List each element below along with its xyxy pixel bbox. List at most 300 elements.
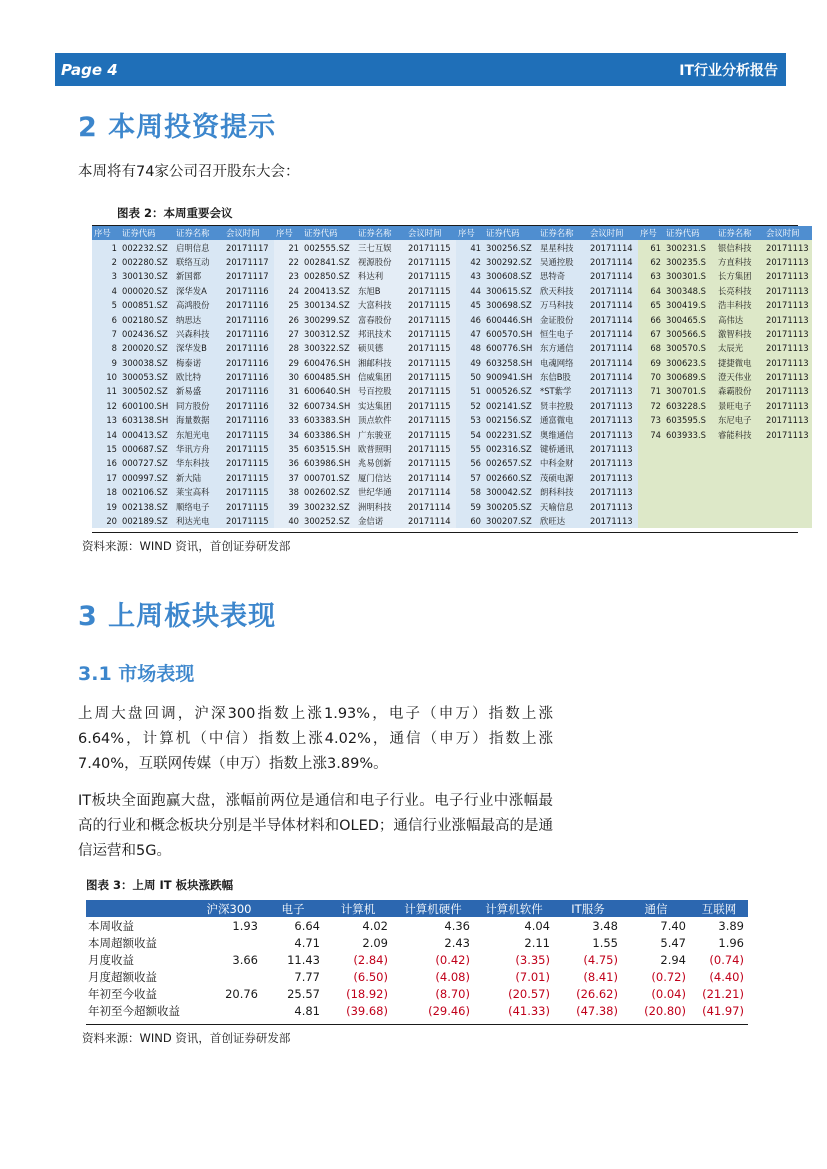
- security-code: 000727.SZ: [120, 456, 174, 470]
- security-code: 300701.S: [664, 384, 716, 398]
- security-code: 300256.SZ: [484, 240, 538, 254]
- meeting-index: 51: [456, 384, 484, 398]
- meeting-index: 22: [274, 255, 302, 269]
- security-name: 三七互娱: [356, 240, 406, 254]
- value-cell: 2.11: [524, 935, 550, 950]
- security-code: 300322.SZ: [302, 341, 356, 355]
- security-name: 键桥通讯: [538, 442, 588, 456]
- meeting-date: 20171113: [588, 384, 638, 398]
- security-name: 欧比特: [174, 370, 224, 384]
- security-name: 欧普照明: [356, 442, 406, 456]
- security-name: 浩丰科技: [716, 298, 764, 312]
- meeting-index: 73: [638, 413, 664, 427]
- security-code: 300134.SZ: [302, 298, 356, 312]
- value-cell: (29.46): [428, 1003, 470, 1018]
- meeting-date: 20171113: [588, 442, 638, 456]
- empty-cell: [764, 485, 812, 499]
- meeting-index: 48: [456, 341, 484, 355]
- table-row: [86, 951, 748, 968]
- security-code: 002280.SZ: [120, 255, 174, 269]
- meeting-col-header: 序号: [274, 226, 302, 240]
- table-row: [86, 968, 748, 985]
- sector-col-header: 计算机软件: [474, 900, 554, 917]
- meeting-index: 52: [456, 399, 484, 413]
- meeting-index: 19: [92, 499, 120, 513]
- security-code: 002231.SZ: [484, 427, 538, 441]
- security-code: 000997.SZ: [120, 471, 174, 485]
- value-cell: 4.36: [444, 918, 470, 933]
- value-cell: (41.97): [702, 1003, 744, 1018]
- value-cell: 7.77: [294, 969, 320, 984]
- security-name: 欣旺达: [538, 514, 588, 528]
- meeting-index: 11: [92, 384, 120, 398]
- security-name: 梅泰诺: [174, 356, 224, 370]
- meeting-index: 49: [456, 356, 484, 370]
- table-bottom-rule: [92, 532, 798, 533]
- security-name: 利达光电: [174, 514, 224, 528]
- security-code: 300698.SZ: [484, 298, 538, 312]
- security-code: 002850.SZ: [302, 269, 356, 283]
- value-cell: (4.75): [583, 952, 618, 967]
- value-cell: 3.48: [592, 918, 618, 933]
- table-row: [86, 917, 748, 934]
- meeting-col-header: 证券代码: [664, 226, 716, 240]
- security-code: 300299.SZ: [302, 312, 356, 326]
- value-cell: (0.74): [709, 952, 744, 967]
- empty-cell: [664, 485, 716, 499]
- security-code: 300042.SZ: [484, 485, 538, 499]
- sector-col-header: 互联网: [690, 900, 748, 917]
- meeting-date: 20171115: [406, 298, 456, 312]
- table-row: [92, 327, 812, 341]
- meeting-date: 20171114: [406, 514, 456, 528]
- meeting-index: 66: [638, 312, 664, 326]
- security-code: 002602.SZ: [302, 485, 356, 499]
- meeting-date: 20171114: [588, 370, 638, 384]
- meeting-date: 20171115: [406, 341, 456, 355]
- meeting-table: [92, 226, 812, 528]
- meeting-index: 55: [456, 442, 484, 456]
- meeting-index: 8: [92, 341, 120, 355]
- meeting-index: 27: [274, 327, 302, 341]
- sector-col-header: 沪深300: [196, 900, 262, 917]
- meeting-date: 20171114: [406, 471, 456, 485]
- empty-cell: [664, 499, 716, 513]
- security-code: 600485.SH: [302, 370, 356, 384]
- meeting-date: 20171113: [764, 341, 812, 355]
- value-cell: 11.43: [287, 952, 320, 967]
- empty-cell: [716, 442, 764, 456]
- security-code: 603258.SH: [484, 356, 538, 370]
- table-row: [92, 456, 812, 470]
- meeting-index: 61: [638, 240, 664, 254]
- meeting-date: 20171113: [764, 255, 812, 269]
- security-code: 300566.S: [664, 327, 716, 341]
- security-code: 002232.SZ: [120, 240, 174, 254]
- security-code: 600640.SH: [302, 384, 356, 398]
- meeting-col-header: 会议时间: [764, 226, 812, 240]
- table-row: [92, 399, 812, 413]
- security-name: 世纪华通: [356, 485, 406, 499]
- meeting-index: 54: [456, 427, 484, 441]
- table-row: [92, 255, 812, 269]
- security-code: 603386.SH: [302, 427, 356, 441]
- meeting-date: 20171113: [588, 485, 638, 499]
- meeting-index: 67: [638, 327, 664, 341]
- security-name: *ST紫学: [538, 384, 588, 398]
- meeting-date: 20171116: [224, 327, 274, 341]
- security-name: 同方股份: [174, 399, 224, 413]
- value-cell: 25.57: [287, 986, 320, 1001]
- value-cell: 2.43: [444, 935, 470, 950]
- meeting-date: 20171113: [764, 384, 812, 398]
- empty-cell: [664, 514, 716, 528]
- meeting-date: 20171114: [588, 255, 638, 269]
- security-code: 300570.S: [664, 341, 716, 355]
- meeting-index: 37: [274, 471, 302, 485]
- table-row: [92, 413, 812, 427]
- meeting-date: 20171113: [588, 499, 638, 513]
- meeting-index: 71: [638, 384, 664, 398]
- security-name: 联络互动: [174, 255, 224, 269]
- meeting-index: 59: [456, 499, 484, 513]
- security-name: 视源股份: [356, 255, 406, 269]
- value-cell: (0.04): [651, 986, 686, 1001]
- security-name: 中科金财: [538, 456, 588, 470]
- security-code: 200413.SZ: [302, 284, 356, 298]
- value-cell: 2.94: [660, 952, 686, 967]
- meeting-date: 20171115: [406, 312, 456, 326]
- security-name: 景旺电子: [716, 399, 764, 413]
- security-code: 002660.SZ: [484, 471, 538, 485]
- security-code: 300038.SZ: [120, 356, 174, 370]
- meeting-date: 20171113: [588, 514, 638, 528]
- security-code: 000020.SZ: [120, 284, 174, 298]
- meeting-date: 20171113: [764, 284, 812, 298]
- value-cell: (39.68): [346, 1003, 388, 1018]
- security-code: 300615.SZ: [484, 284, 538, 298]
- value-cell: [196, 934, 262, 951]
- meeting-date: 20171113: [764, 370, 812, 384]
- table-row: [92, 284, 812, 298]
- security-name: 东旭B: [356, 284, 406, 298]
- table-row: [92, 312, 812, 326]
- value-cell: (0.72): [651, 969, 686, 984]
- meeting-date: 20171116: [224, 312, 274, 326]
- meeting-index: 47: [456, 327, 484, 341]
- security-name: 通富微电: [538, 413, 588, 427]
- security-code: 300205.SZ: [484, 499, 538, 513]
- empty-cell: [764, 442, 812, 456]
- row-label: 本周超额收益: [88, 935, 157, 950]
- empty-cell: [638, 485, 664, 499]
- empty-cell: [716, 499, 764, 513]
- sector-col-header: [86, 900, 196, 917]
- security-name: 新大陆: [174, 471, 224, 485]
- table-row: [92, 471, 812, 485]
- security-code: 002316.SZ: [484, 442, 538, 456]
- value-cell: 1.55: [592, 935, 618, 950]
- value-cell: (3.35): [515, 952, 550, 967]
- security-name: 东方通信: [538, 341, 588, 355]
- security-name: 华东科技: [174, 456, 224, 470]
- security-name: 思特奇: [538, 269, 588, 283]
- meeting-col-header: 证券代码: [302, 226, 356, 240]
- value-cell: 7.40: [660, 918, 686, 933]
- value-cell: (41.33): [508, 1003, 550, 1018]
- value-cell: 3.66: [232, 952, 258, 967]
- row-label: 月度收益: [88, 952, 134, 967]
- sector-col-header: 通信: [622, 900, 690, 917]
- security-name: 东旭光电: [174, 427, 224, 441]
- security-name: 长方集团: [716, 269, 764, 283]
- security-name: 深华发B: [174, 341, 224, 355]
- meeting-date: 20171114: [588, 269, 638, 283]
- meeting-index: 30: [274, 370, 302, 384]
- security-code: 002189.SZ: [120, 514, 174, 528]
- security-name: 洲明科技: [356, 499, 406, 513]
- meeting-index: 5: [92, 298, 120, 312]
- security-code: 603986.SH: [302, 456, 356, 470]
- meeting-date: 20171116: [224, 284, 274, 298]
- meeting-index: 34: [274, 427, 302, 441]
- value-cell: (4.40): [709, 969, 744, 984]
- meeting-index: 44: [456, 284, 484, 298]
- meeting-index: 39: [274, 499, 302, 513]
- security-name: 海量数据: [174, 413, 224, 427]
- meeting-col-header: 证券名称: [716, 226, 764, 240]
- value-cell: (8.41): [583, 969, 618, 984]
- meeting-index: 15: [92, 442, 120, 456]
- security-code: 603515.SH: [302, 442, 356, 456]
- meeting-date: 20171116: [224, 298, 274, 312]
- row-label: 本周收益: [88, 918, 134, 933]
- security-code: 000851.SZ: [120, 298, 174, 312]
- sector-col-header: IT服务: [554, 900, 622, 917]
- row-label: 年初至今超额收益: [88, 1003, 180, 1018]
- meeting-index: 32: [274, 399, 302, 413]
- sector-performance-table: [86, 900, 748, 1019]
- meeting-index: 53: [456, 413, 484, 427]
- table-row: [92, 427, 812, 441]
- meeting-index: 72: [638, 399, 664, 413]
- meeting-date: 20171115: [406, 370, 456, 384]
- security-code: 603138.SH: [120, 413, 174, 427]
- meeting-table-caption: 图表 2：本周重要会议: [117, 206, 233, 220]
- security-name: 兆易创新: [356, 456, 406, 470]
- meeting-index: 36: [274, 456, 302, 470]
- value-cell: 1.93: [232, 918, 258, 933]
- security-name: 高伟达: [716, 312, 764, 326]
- meeting-index: 28: [274, 341, 302, 355]
- table-row: [86, 934, 748, 951]
- security-code: 300689.S: [664, 370, 716, 384]
- meeting-date: 20171113: [764, 413, 812, 427]
- table-row: [92, 514, 812, 528]
- security-code: 300207.SZ: [484, 514, 538, 528]
- security-name: 贤丰控股: [538, 399, 588, 413]
- security-name: 金信诺: [356, 514, 406, 528]
- meeting-index: 1: [92, 240, 120, 254]
- meeting-col-header: 会议时间: [588, 226, 638, 240]
- security-name: 朗科科技: [538, 485, 588, 499]
- page-number: Page 4: [61, 60, 118, 79]
- value-cell: [196, 1002, 262, 1019]
- meeting-index: 29: [274, 356, 302, 370]
- meeting-date: 20171115: [406, 456, 456, 470]
- security-code: 002141.SZ: [484, 399, 538, 413]
- security-name: 捷捷微电: [716, 356, 764, 370]
- meeting-col-header: 序号: [456, 226, 484, 240]
- empty-cell: [764, 499, 812, 513]
- meeting-date: 20171116: [224, 399, 274, 413]
- security-code: 603383.SH: [302, 413, 356, 427]
- value-cell: 20.76: [225, 986, 258, 1001]
- meeting-date: 20171116: [224, 384, 274, 398]
- empty-cell: [716, 471, 764, 485]
- security-name: 激智科技: [716, 327, 764, 341]
- meeting-date: 20171115: [406, 240, 456, 254]
- sector-col-header: 计算机硬件: [392, 900, 474, 917]
- security-code: 600570.SH: [484, 327, 538, 341]
- meeting-date: 20171115: [406, 284, 456, 298]
- security-name: 恒生电子: [538, 327, 588, 341]
- security-code: 300292.SZ: [484, 255, 538, 269]
- security-code: 600446.SH: [484, 312, 538, 326]
- security-name: 启明信息: [174, 240, 224, 254]
- meeting-date: 20171117: [224, 255, 274, 269]
- meeting-date: 20171114: [588, 240, 638, 254]
- security-name: 号百控股: [356, 384, 406, 398]
- security-name: 天喻信息: [538, 499, 588, 513]
- security-code: 002657.SZ: [484, 456, 538, 470]
- meeting-index: 9: [92, 356, 120, 370]
- market-paragraph-1: 上周大盘回调，沪深300指数上涨1.93%，电子（申万）指数上涨6.64%，计算机（中信）指数上涨4.02%，通信（申万）指数上涨7.40%，互联网传媒（申万）指数上涨3.89%。: [78, 706, 553, 772]
- empty-cell: [716, 485, 764, 499]
- security-code: 600776.SH: [484, 341, 538, 355]
- value-cell: (4.08): [435, 969, 470, 984]
- security-code: 300231.S: [664, 240, 716, 254]
- meeting-index: 16: [92, 456, 120, 470]
- meeting-date: 20171116: [224, 341, 274, 355]
- meeting-index: 24: [274, 284, 302, 298]
- meeting-date: 20171115: [224, 499, 274, 513]
- security-name: 科达利: [356, 269, 406, 283]
- meeting-index: 63: [638, 269, 664, 283]
- table-row: [92, 384, 812, 398]
- meeting-date: 20171114: [406, 499, 456, 513]
- empty-cell: [638, 514, 664, 528]
- security-code: 600100.SH: [120, 399, 174, 413]
- security-code: 300608.SZ: [484, 269, 538, 283]
- security-code: 600476.SH: [302, 356, 356, 370]
- meeting-date: 20171115: [224, 514, 274, 528]
- security-code: 000526.SZ: [484, 384, 538, 398]
- meeting-date: 20171115: [406, 427, 456, 441]
- meeting-col-header: 证券名称: [174, 226, 224, 240]
- meeting-index: 12: [92, 399, 120, 413]
- security-name: 欣天科技: [538, 284, 588, 298]
- meeting-date: 20171117: [224, 240, 274, 254]
- meeting-date: 20171115: [406, 255, 456, 269]
- security-name: 厦门信达: [356, 471, 406, 485]
- security-code: 200020.SZ: [120, 341, 174, 355]
- value-cell: (26.62): [576, 986, 618, 1001]
- security-name: 东信B股: [538, 370, 588, 384]
- meeting-index: 25: [274, 298, 302, 312]
- security-code: 002106.SZ: [120, 485, 174, 499]
- meeting-index: 56: [456, 456, 484, 470]
- meeting-date: 20171115: [406, 413, 456, 427]
- security-name: 新国都: [174, 269, 224, 283]
- meeting-index: 31: [274, 384, 302, 398]
- security-code: 300348.S: [664, 284, 716, 298]
- security-code: 300053.SZ: [120, 370, 174, 384]
- empty-cell: [716, 514, 764, 528]
- value-cell: 1.96: [718, 935, 744, 950]
- table-row: [92, 485, 812, 499]
- meeting-index: 74: [638, 427, 664, 441]
- section-3-1-heading: 3.1 市场表现: [78, 663, 195, 685]
- value-cell: (20.80): [644, 1003, 686, 1018]
- meeting-date: 20171115: [224, 471, 274, 485]
- security-name: 森霸股份: [716, 384, 764, 398]
- meeting-col-header: 证券名称: [356, 226, 406, 240]
- row-label: 年初至今收益: [88, 986, 157, 1001]
- meeting-date: 20171116: [224, 370, 274, 384]
- security-name: 顺络电子: [174, 499, 224, 513]
- meeting-col-header: 证券代码: [484, 226, 538, 240]
- section-3-heading: 3 上周板块表现: [78, 601, 277, 632]
- sector-col-header: 计算机: [324, 900, 392, 917]
- meeting-index: 60: [456, 514, 484, 528]
- meeting-date: 20171114: [588, 284, 638, 298]
- security-name: 大富科技: [356, 298, 406, 312]
- table-row: [86, 1002, 748, 1019]
- meeting-index: 7: [92, 327, 120, 341]
- table-row: [92, 341, 812, 355]
- meeting-date: 20171115: [406, 269, 456, 283]
- table-row: [92, 370, 812, 384]
- value-cell: (21.21): [702, 986, 744, 1001]
- security-code: 603595.S: [664, 413, 716, 427]
- meeting-date: 20171114: [406, 485, 456, 499]
- meeting-col-header: 证券名称: [538, 226, 588, 240]
- sector-col-header: 电子: [262, 900, 324, 917]
- security-code: 002138.SZ: [120, 499, 174, 513]
- security-code: 603933.S: [664, 427, 716, 441]
- meeting-col-header: 会议时间: [224, 226, 274, 240]
- meeting-index: 21: [274, 240, 302, 254]
- value-cell: 5.47: [660, 935, 686, 950]
- security-name: 睿能科技: [716, 427, 764, 441]
- security-name: 星星科技: [538, 240, 588, 254]
- security-name: 高鸿股份: [174, 298, 224, 312]
- security-name: 深华发A: [174, 284, 224, 298]
- value-cell: (6.50): [353, 969, 388, 984]
- meeting-index: 43: [456, 269, 484, 283]
- meeting-index: 10: [92, 370, 120, 384]
- value-cell: 2.09: [362, 935, 388, 950]
- security-code: 300623.S: [664, 356, 716, 370]
- value-cell: (47.38): [576, 1003, 618, 1018]
- security-code: 300235.S: [664, 255, 716, 269]
- empty-cell: [638, 499, 664, 513]
- table-row: [92, 442, 812, 456]
- meeting-index: 20: [92, 514, 120, 528]
- table-row: [92, 240, 812, 254]
- meeting-index: 17: [92, 471, 120, 485]
